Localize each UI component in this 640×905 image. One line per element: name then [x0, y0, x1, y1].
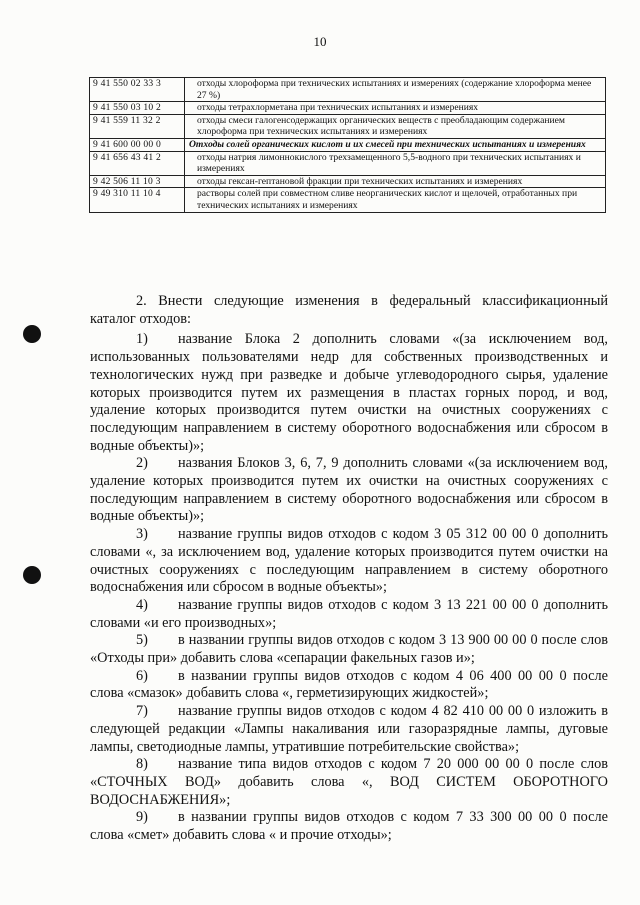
waste-name-cell: отходы тетрахлорметана при технических испытаниях и измерениях: [185, 102, 606, 115]
amendments-section: [90, 293, 608, 845]
waste-name-cell: Отходы солей органических кислот и их смесей при технических испытаниях и измерениях: [185, 138, 606, 151]
waste-name-cell: растворы солей при совместном сливе неорганических кислот и щелочей, отработанных при технических испытаниях и измерениях: [185, 188, 606, 212]
amendment-item: [90, 526, 608, 597]
amendment-text: в названии группы видов отходов с кодом 3 13 900 00 00 0 после слов «Отходы при» добавить слова «сепарации факельных газов и»;: [90, 632, 608, 667]
amendment-number: 4): [136, 596, 148, 613]
waste-code-cell: 9 41 559 11 32 2: [90, 114, 185, 138]
amendment-text: название группы видов отходов с кодом 4 82 410 00 00 0 изложить в следующей редакции «Лампы накаливания или газоразрядные лампы, дуговые лампы, светодиодные лампы, утратившие потребительские свойства»;: [90, 703, 608, 755]
waste-code-cell: 9 41 550 02 33 3: [90, 78, 185, 102]
amendment-item: [90, 632, 608, 667]
amendment-text: в названии группы видов отходов с кодом 4 06 400 00 00 0 после слова «смазок» добавить слова «, герметизирующих жидкостей»;: [90, 667, 608, 702]
page-number: 10: [313, 34, 327, 49]
waste-name-cell: отходы хлороформа при технических испытаниях и измерениях (содержание хлороформа менее 27 %): [185, 78, 606, 102]
table-row: [90, 114, 606, 138]
amendment-text: название Блока 2 дополнить словами «(за исключением вод, использованных пользователями недр для собственных производственных и технологических нужд при разведке и добыче углеводородного сырья, удаление которых производится путем их размещения в пластах горных пород, и вод, удаление которых производится путем очистки на очистных сооружениях с последующим направлением в систему оборотного водоснабжения или сбросом в водные объекты)»;: [90, 331, 608, 454]
punch-hole: [23, 325, 41, 343]
table-row: [90, 188, 606, 212]
waste-code-cell: 9 41 656 43 41 2: [90, 151, 185, 175]
table-row: [90, 102, 606, 115]
waste-name-cell: отходы смеси галогенсодержащих органических веществ с преобладающим содержанием хлороформа при технических испытаниях и измерениях: [185, 114, 606, 138]
waste-codes-table: [89, 77, 606, 213]
intro-paragraph: 2. Внести следующие изменения в федеральный классификационный каталог отходов:: [90, 293, 608, 327]
amendment-number: 3): [136, 526, 148, 543]
amendment-number: 6): [136, 667, 148, 684]
table-row: [90, 138, 606, 151]
amendment-list: [90, 331, 608, 844]
punch-hole: [23, 566, 41, 584]
waste-code-cell: 9 42 506 11 10 3: [90, 175, 185, 188]
amendment-text: в названии группы видов отходов с кодом 7 33 300 00 00 0 после слова «смет» добавить слова « и прочие отходы»;: [90, 809, 608, 844]
amendment-number: 5): [136, 632, 148, 649]
waste-code-cell: 9 49 310 11 10 4: [90, 188, 185, 212]
amendment-text: название группы видов отходов с кодом 3 05 312 00 00 0 дополнить словами «, за исключением вод, удаление которых производится путем очистки на очистных сооружениях с последующим направлением в систему оборотного водоснабжения или сбросом в водные объекты»;: [90, 526, 608, 596]
waste-name-cell: отходы гексан-гептановой фракции при технических испытаниях и измерениях: [185, 175, 606, 188]
amendment-number: 9): [136, 809, 148, 826]
amendment-item: [90, 331, 608, 455]
amendment-item: [90, 756, 608, 809]
waste-name-cell: отходы натрия лимоннокислого трехзамещенного 5,5-водного при технических испытаниях и измерениях: [185, 151, 606, 175]
amendment-item: [90, 455, 608, 526]
table-row: [90, 175, 606, 188]
amendment-item: [90, 809, 608, 844]
amendment-number: 1): [136, 331, 148, 348]
waste-code-cell: 9 41 550 03 10 2: [90, 102, 185, 115]
amendment-item: [90, 597, 608, 632]
amendment-number: 7): [136, 703, 148, 720]
amendment-item: [90, 668, 608, 703]
amendment-text: название типа видов отходов с кодом 7 20 000 00 00 0 после слов «СТОЧНЫХ ВОД» добавить слова «, ВОД СИСТЕМ ОБОРОТНОГО ВОДОСНАБЖЕНИЯ»;: [90, 756, 608, 808]
waste-code-cell: 9 41 600 00 00 0: [90, 138, 185, 151]
table-row: [90, 151, 606, 175]
amendment-text: названия Блоков 3, 6, 7, 9 дополнить словами «(за исключением вод, удаление которых производится путем их очистки на очистных сооружениях с последующим направлением в систему оборотного водоснабжения или сбросом в водные объекты)»;: [90, 455, 608, 525]
amendment-number: 8): [136, 756, 148, 773]
amendment-number: 2): [136, 455, 148, 472]
amendment-item: [90, 703, 608, 756]
amendment-text: название группы видов отходов с кодом 3 13 221 00 00 0 дополнить словами «и его производных»;: [90, 596, 608, 631]
table-row: [90, 78, 606, 102]
